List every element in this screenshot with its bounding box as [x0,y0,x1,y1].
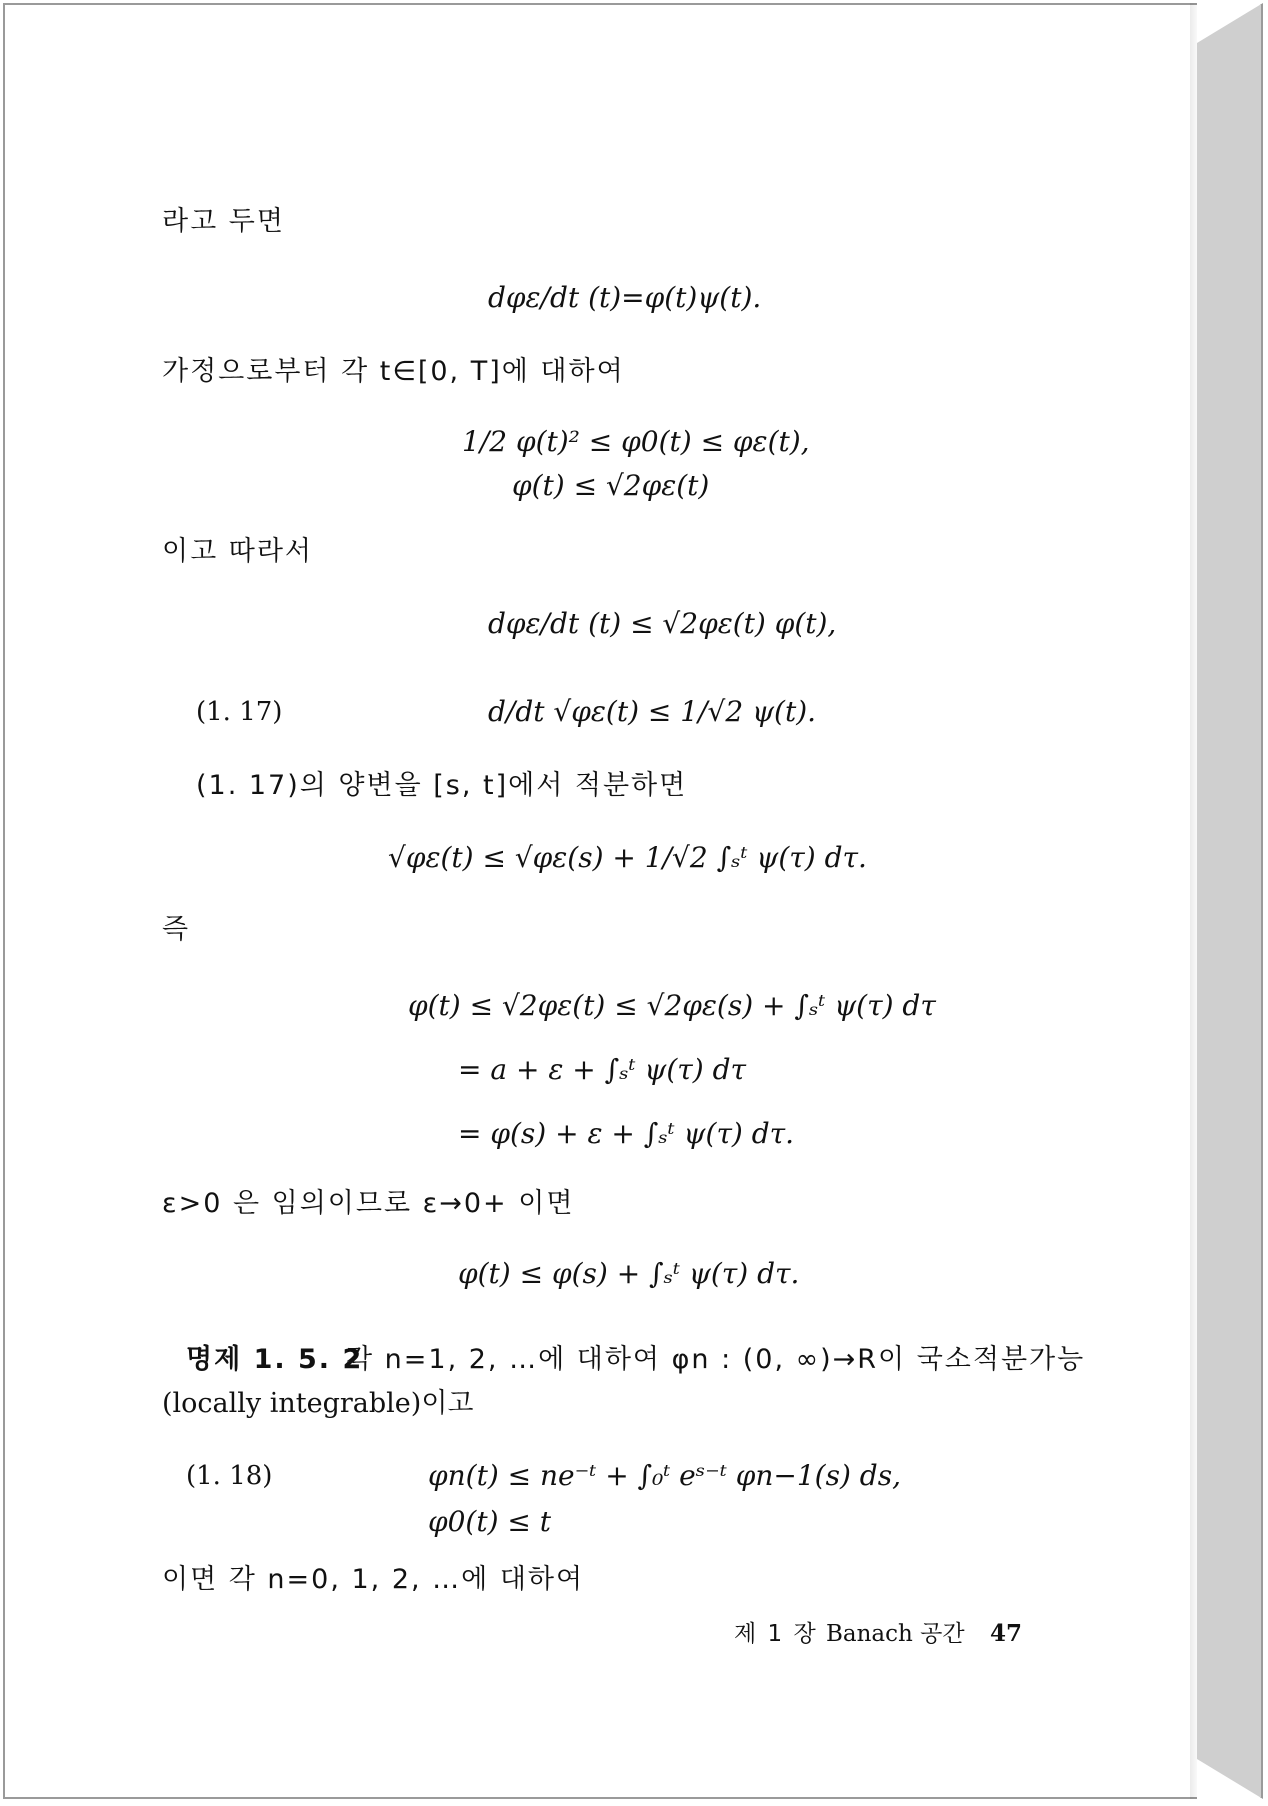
equation: = φ(s) + ε + ∫ₛᵗ ψ(τ) dτ. [458,1117,795,1150]
text-line: 가정으로부터 각 t∈[0, T]에 대하여 [162,356,625,387]
proposition-label: 명제 1. 5. 2 [186,1344,364,1375]
equation: = a + ε + ∫ₛᵗ ψ(τ) dτ [458,1053,747,1086]
text-line: 각 n=1, 2, …에 대하여 φn : (0, ∞)→R이 국소적분가능 [346,1344,1086,1375]
equation-number: (1. 17) [196,697,283,727]
equation: dφε/dt (t)=φ(t)ψ(t). [488,281,762,314]
book-page [3,3,1199,1799]
page-number: 47 [990,1620,1023,1647]
equation: φ(t) ≤ √2φε(t) [512,469,710,502]
equation: φ(t) ≤ √2φε(t) ≤ √2φε(s) + ∫ₛᵗ ψ(τ) dτ [408,989,936,1022]
text-line: ε>0 은 임의이므로 ε→0+ 이면 [162,1188,575,1219]
text-line: 라고 두면 [162,206,285,237]
equation: d/dt √φε(t) ≤ 1/√2 ψ(t). [488,695,817,728]
text-line: (locally integrable)이고 [162,1388,474,1419]
footer-title: Banach 공간 [826,1621,965,1647]
book-spine-bottom [1197,1759,1263,1799]
text-line: 이면 각 n=0, 1, 2, …에 대하여 [162,1564,585,1595]
equation: 1/2 φ(t)² ≤ φ0(t) ≤ φε(t), [462,425,810,458]
text-line: (1. 17)의 양변을 [s, t]에서 적분하면 [196,770,688,801]
text-line: 이고 따라서 [162,536,313,567]
book-spine-top [1197,3,1263,43]
equation: φn(t) ≤ ne⁻ᵗ + ∫₀ᵗ eˢ⁻ᵗ φn−1(s) ds, [428,1459,901,1492]
equation: √φε(t) ≤ √φε(s) + 1/√2 ∫ₛᵗ ψ(τ) dτ. [388,841,867,874]
book-spine [1197,3,1263,1799]
equation: φ(t) ≤ φ(s) + ∫ₛᵗ ψ(τ) dτ. [458,1257,800,1290]
equation: φ0(t) ≤ t [428,1505,552,1538]
equation-number: (1. 18) [186,1461,273,1491]
footer-chapter: 제 1 장 [734,1621,818,1647]
equation: dφε/dt (t) ≤ √2φε(t) φ(t), [488,607,837,640]
text-line: 즉 [162,914,191,945]
